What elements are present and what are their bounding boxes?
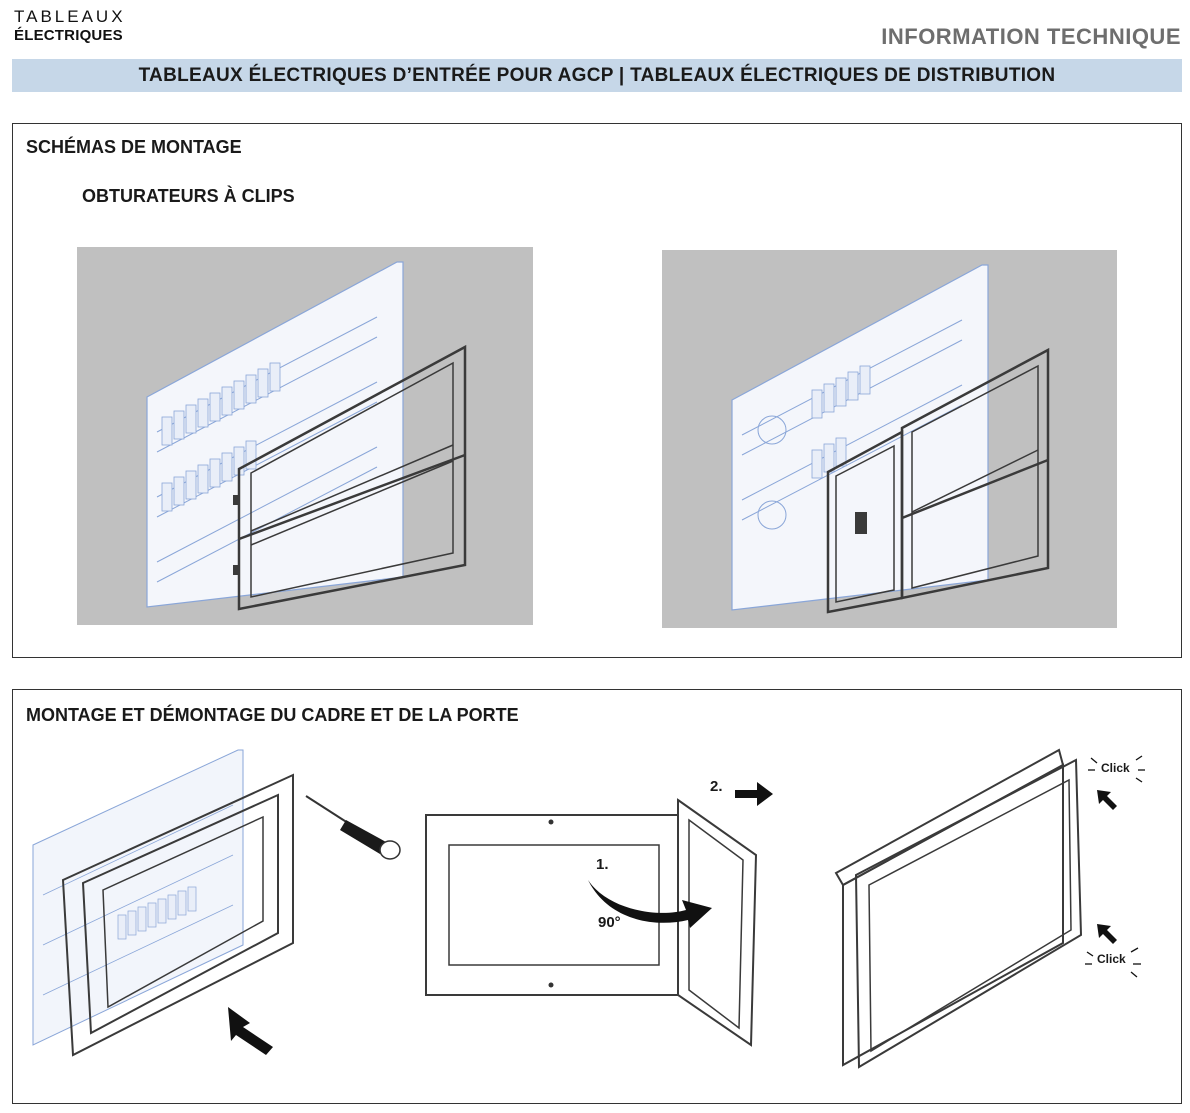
panel-frame-door-mounting [12,689,1182,1104]
banner-text: TABLEAUX ÉLECTRIQUES D’ENTRÉE POUR AGCP | TABLEAUX ÉLECTRIQUES DE DISTRIBUTION [138,64,1056,86]
push-arrow-icon [1095,922,1119,944]
panel-title: SCHÉMAS DE MONTAGE [26,137,242,157]
figure-clip-shutters-1 [77,247,533,625]
panel-title: MONTAGE ET DÉMONTAGE DU CADRE ET DE LA PORTE [26,705,519,725]
angle-label: 90° [598,914,621,931]
panel-subtitle: OBTURATEURS À CLIPS [82,186,295,206]
screwdriver-icon [298,788,408,866]
arrow-right-icon [735,782,775,806]
logo-line-2: ÉLECTRIQUES [14,27,123,44]
push-arrow-icon [228,1007,273,1055]
step1-label: 1. [596,856,609,873]
step2-label: 2. [710,778,723,795]
logo-line-1: TABLEAUX [14,7,126,26]
figure-clip-shutters-2 [662,250,1117,628]
click-label-top: Click [1101,761,1130,775]
figure-frame-click-fit [831,745,1091,1080]
brand-logo [14,8,126,43]
panel-mounting-schemes [12,123,1182,658]
click-label-bottom: Click [1097,952,1126,966]
title-banner [12,59,1182,92]
push-arrow-icon [1095,788,1119,810]
section-label: INFORMATION TECHNIQUE [881,24,1181,49]
